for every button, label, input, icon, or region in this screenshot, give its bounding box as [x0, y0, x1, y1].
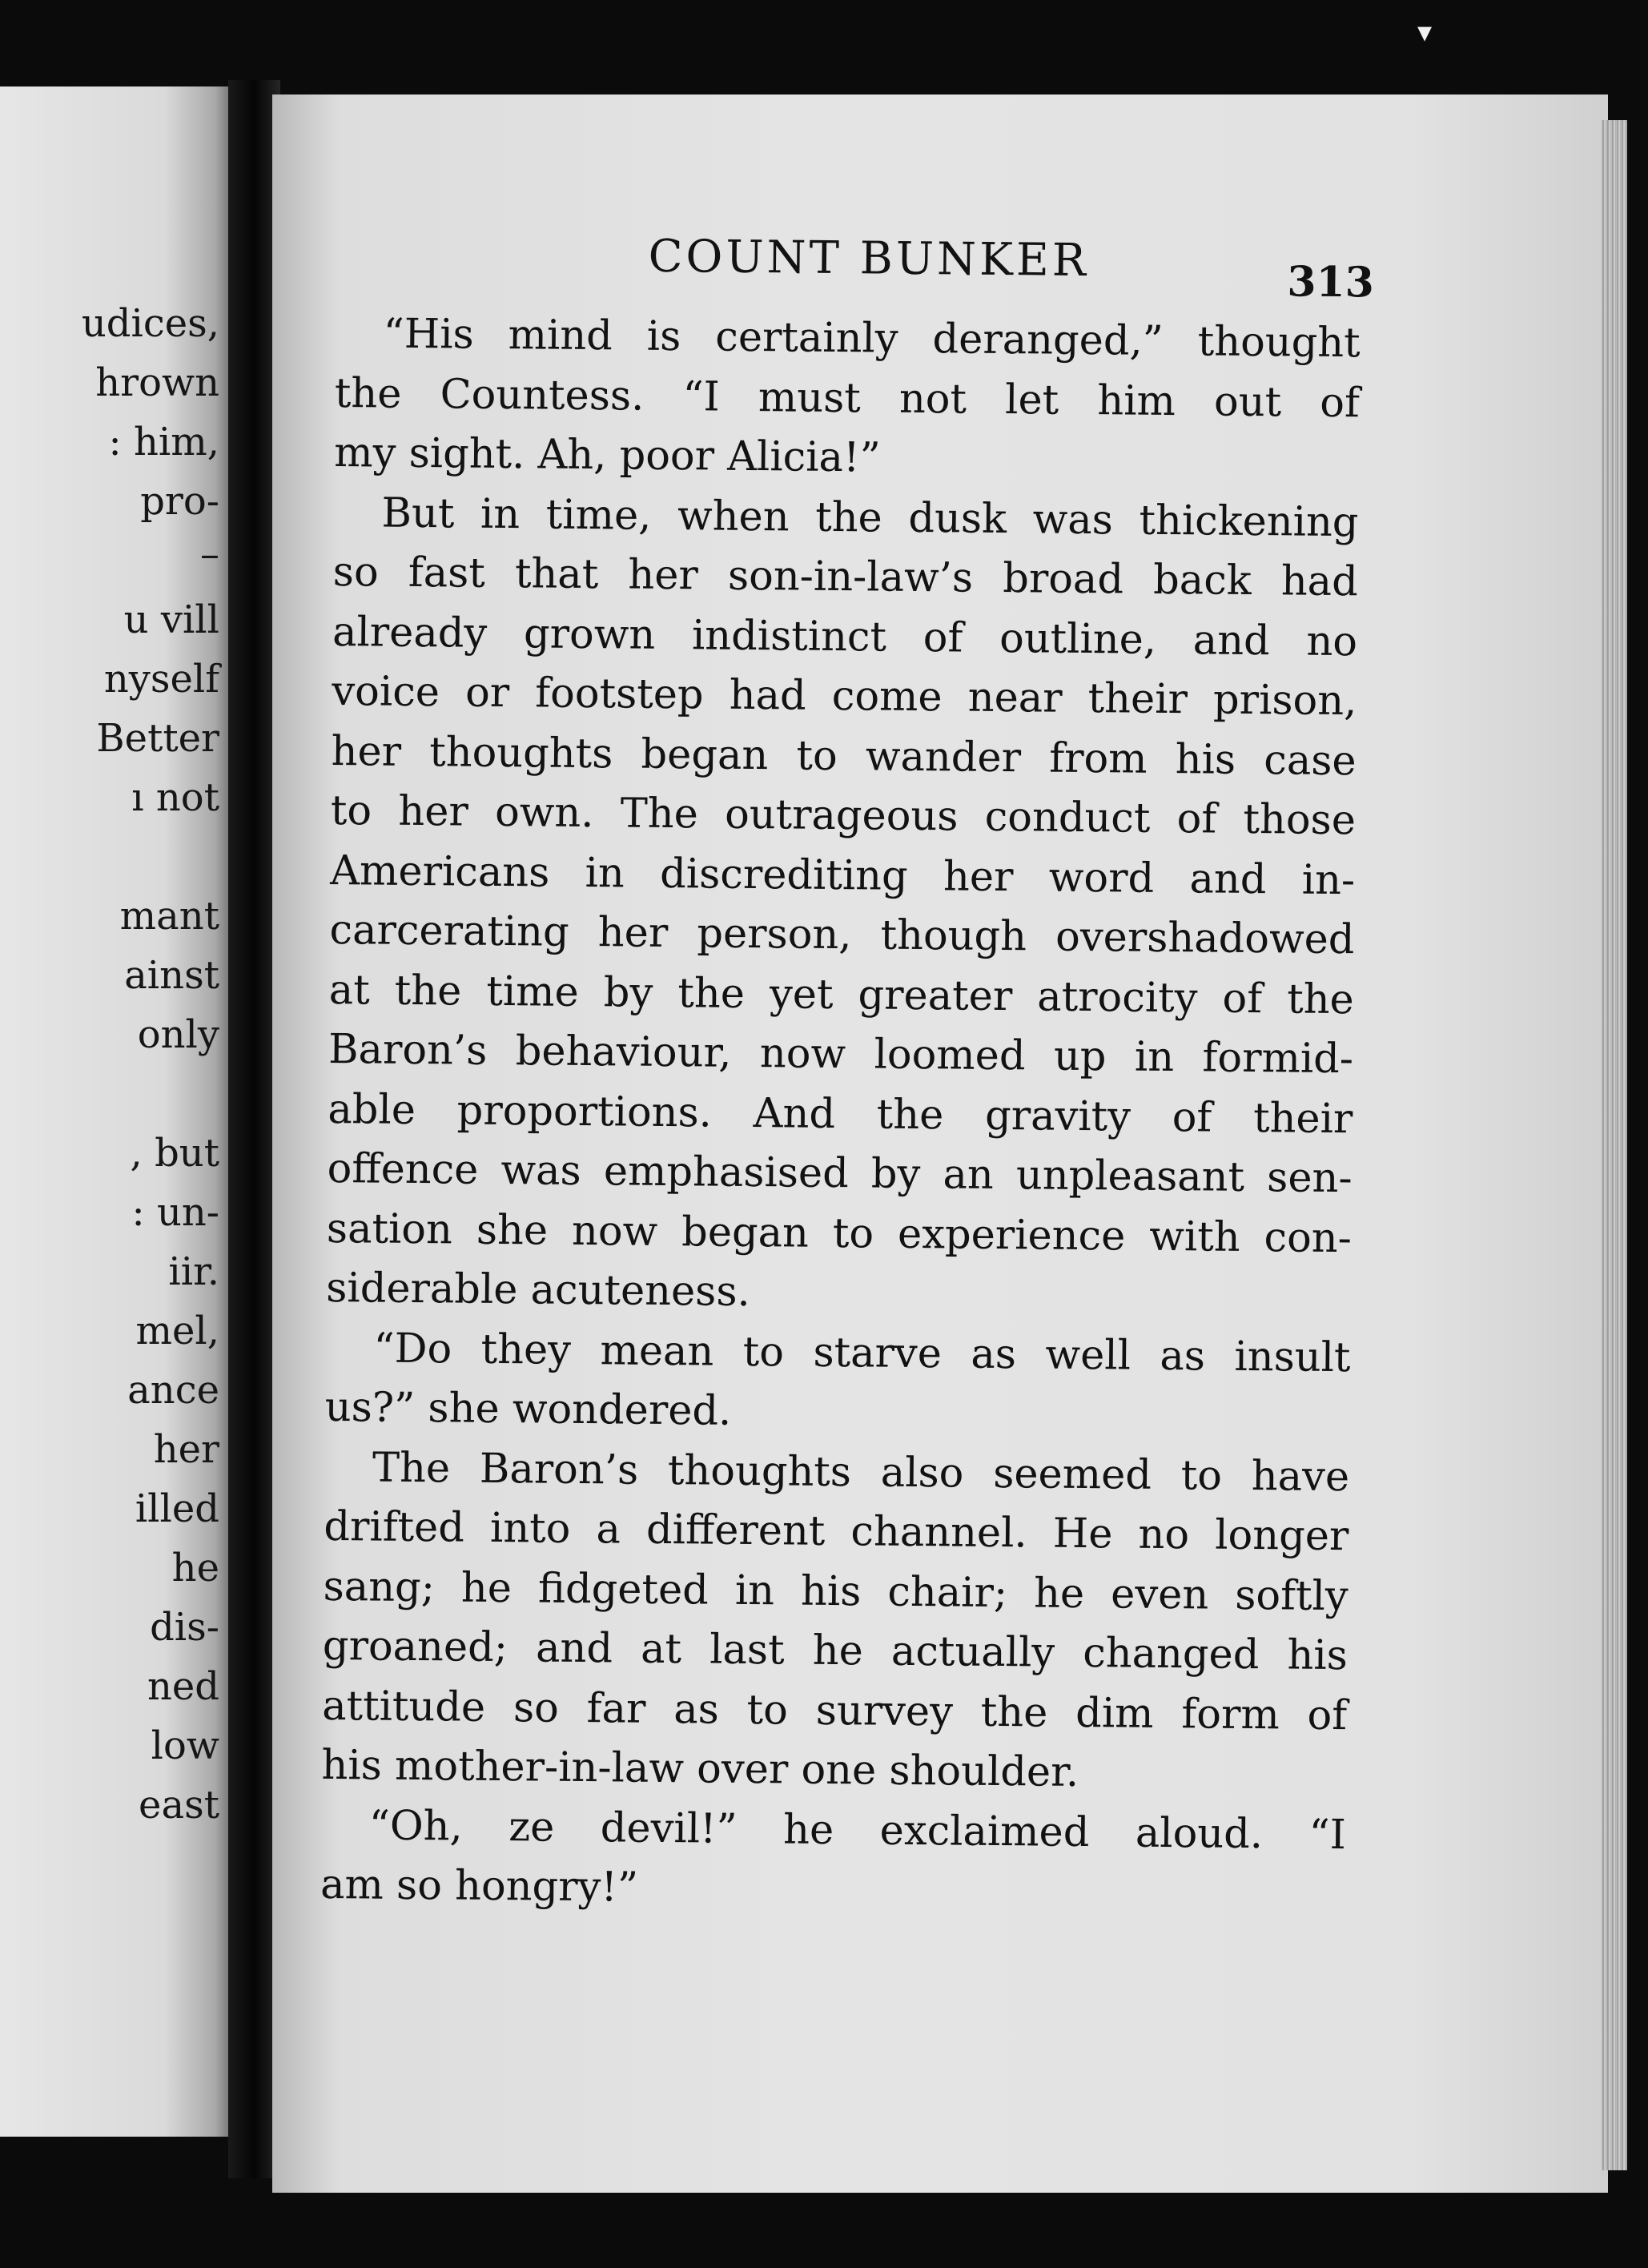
text-line: her thoughts began to wander from his case — [331, 727, 1357, 785]
text-line: attitude so far as to survey the dim form of — [321, 1682, 1348, 1739]
page-number: 313 — [1287, 257, 1375, 308]
text-line: offence was emphasised by an unpleasant sen- — [327, 1144, 1353, 1203]
left-fragment: ainst — [124, 953, 219, 998]
left-fragment: – — [200, 532, 219, 577]
left-fragment: he — [171, 1546, 219, 1590]
left-fragment: hrown — [95, 360, 219, 405]
text-line: sang; he fidgeted in his chair; he even softly — [323, 1562, 1349, 1620]
scan-corner-mark: ▾ — [1417, 16, 1433, 49]
left-fragment: ned — [147, 1664, 219, 1709]
text-line: The Baron’s thoughts also seemed to have — [372, 1444, 1350, 1501]
text-line: so fast that her son-in-law’s broad back had — [332, 548, 1359, 606]
text-line: my sight. Ah, poor Alicia!” — [333, 428, 881, 482]
left-fragment: mel, — [135, 1309, 219, 1353]
left-fragment: u vill — [123, 597, 219, 642]
text-line: able proportions. And the gravity of their — [328, 1085, 1353, 1143]
page-content — [320, 224, 1375, 1925]
left-fragment: iir. — [168, 1249, 219, 1294]
left-fragment: udices, — [81, 301, 219, 346]
text-line: am so hongry!” — [320, 1860, 639, 1912]
text-line: the Countess. “I must not let him out of — [334, 369, 1361, 427]
text-line: his mother-in-law over one shoulder. — [321, 1741, 1079, 1796]
left-fragment: mant — [119, 894, 219, 939]
text-line: sation she now began to experience with con- — [326, 1204, 1353, 1262]
text-line: already grown indistinct of outline, and no — [332, 608, 1358, 666]
left-facing-page — [0, 86, 234, 2137]
left-fragment: pro- — [140, 479, 219, 524]
text-line: Americans in discrediting her word and in- — [329, 846, 1356, 904]
text-line: us?” she wondered. — [324, 1383, 732, 1435]
body-text — [320, 304, 1361, 1925]
left-fragment: Better — [96, 716, 219, 761]
left-fragment: only — [137, 1012, 219, 1057]
text-line: carcerating her person, though overshadowed — [329, 906, 1355, 964]
text-line: “Oh, ze devil!” he exclaimed aloud. “I — [368, 1801, 1347, 1859]
text-line: drifted into a different channel. He no longer — [324, 1502, 1349, 1561]
running-head — [336, 224, 1375, 314]
text-line: groaned; and at last he actually changed his — [322, 1622, 1349, 1680]
left-fragment: illed — [135, 1486, 219, 1531]
running-head-title: COUNT BUNKER — [648, 230, 1090, 288]
text-line: at the time by the yet greater atrocity of the — [328, 966, 1355, 1023]
text-line: “Do they mean to starve as well as insult — [373, 1325, 1351, 1381]
left-fragment: low — [151, 1723, 219, 1768]
text-line: to her own. The outrageous conduct of those — [330, 786, 1357, 845]
left-fragment: her — [153, 1427, 219, 1472]
text-line: Baron’s behaviour, now loomed up in formid- — [328, 1025, 1354, 1084]
text-line: voice or footstep had come near their prison, — [332, 667, 1357, 726]
left-fragment: , but — [130, 1131, 219, 1176]
left-fragment: ance — [127, 1368, 219, 1413]
text-line: “His mind is certainly deranged,” thought — [383, 310, 1361, 368]
page-edge-texture — [1602, 120, 1627, 2170]
left-fragment: east — [139, 1783, 219, 1828]
left-fragment: : un- — [131, 1190, 219, 1235]
left-fragment: nyself — [103, 657, 219, 702]
left-fragment: ı not — [131, 775, 219, 820]
left-fragment: dis- — [150, 1605, 219, 1650]
text-line: siderable acuteness. — [325, 1264, 751, 1317]
text-line: But in time, when the dusk was thickening — [381, 489, 1359, 546]
left-fragment: : him, — [108, 420, 219, 464]
